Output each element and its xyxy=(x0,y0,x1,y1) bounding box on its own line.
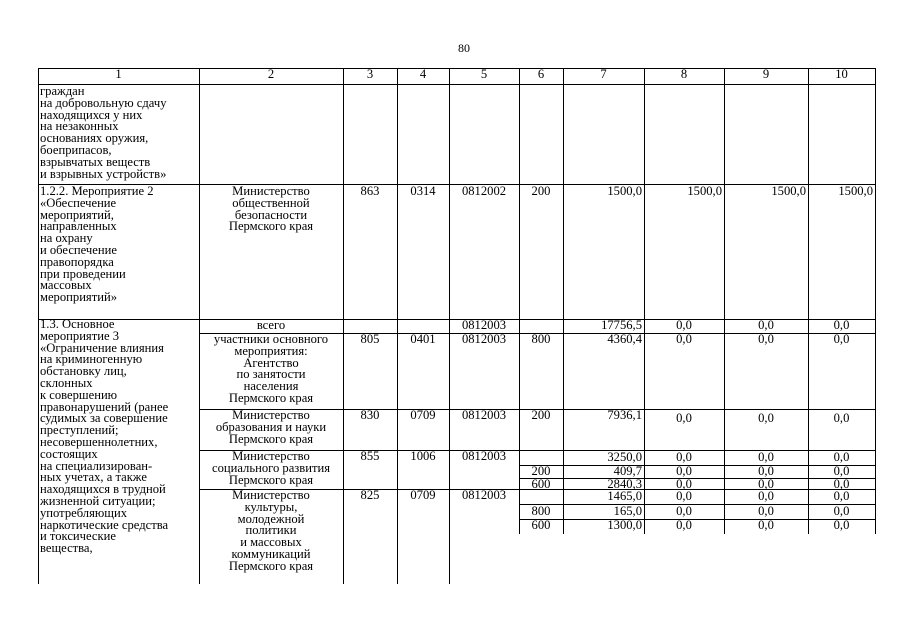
social-line-3-amount-8: 0,0 xyxy=(676,477,692,491)
participants-executor: участники основного мероприятия: Агентство по занятости населения Пермского края xyxy=(213,332,329,405)
column-header-2: 2 xyxy=(267,67,275,81)
social-line-2-amount-7: 409,7 xyxy=(613,464,642,478)
row-rule xyxy=(38,184,875,185)
education-amount-7: 7936,1 xyxy=(607,408,642,422)
row2-amount-7: 1500,0 xyxy=(607,184,642,198)
column-rule xyxy=(519,68,520,534)
column-rule xyxy=(449,68,450,584)
education-target-item: 0812003 xyxy=(461,408,507,422)
participants-amount-7: 4360,4 xyxy=(607,332,642,346)
social-line-1-amount-8: 0,0 xyxy=(676,450,692,464)
column-rule xyxy=(563,68,564,534)
row3-description: 1.3. Основное мероприятие 3 «Ограничение влияния на криминогенную обстановку лиц, склонных к совершению правонарушений (ранее судимых за совершение преступлений; несовершеннолетних, состоящих на специализирован- ных учетах, а также находящихся в трудной жизненной ситуации; употребляющих наркотические средства и токсические вещества, xyxy=(40,317,169,556)
education-section: 0709 xyxy=(410,408,436,422)
row-rule xyxy=(519,504,875,505)
social-line-2-amount-10: 0,0 xyxy=(833,464,850,478)
education-amount-9: 0,0 xyxy=(758,411,774,425)
row2-amount-10: 1500,0 xyxy=(838,184,873,198)
social-line-1-amount-10: 0,0 xyxy=(833,450,850,464)
culture-line-1-amount-7: 1465,0 xyxy=(607,489,642,503)
culture-line-2-expense-type: 800 xyxy=(531,504,551,518)
column-header-3: 3 xyxy=(366,67,374,81)
culture-line-2-amount-7: 165,0 xyxy=(613,504,642,518)
culture-line-3-amount-9: 0,0 xyxy=(758,518,774,532)
culture-line-2-amount-10: 0,0 xyxy=(833,504,850,518)
total-target-item: 0812003 xyxy=(461,318,507,332)
social-target-item: 0812003 xyxy=(461,449,507,463)
row2-executor: Министерство общественной безопасности Пермского края xyxy=(228,184,314,234)
social-line-3-amount-10: 0,0 xyxy=(833,477,850,491)
total-amount-9: 0,0 xyxy=(758,318,774,332)
education-amount-10: 0,0 xyxy=(833,411,850,425)
column-rule xyxy=(875,68,876,534)
social-section: 1006 xyxy=(410,449,436,463)
column-header-7: 7 xyxy=(600,67,607,81)
column-rule xyxy=(724,68,725,534)
row2-amount-8: 1500,0 xyxy=(687,184,722,198)
row2-target-item: 0812002 xyxy=(461,184,507,198)
social-line-2-expense-type: 200 xyxy=(531,464,551,478)
column-header-4: 4 xyxy=(419,67,427,81)
page-number: 80 xyxy=(458,41,470,55)
participants-expense-type: 800 xyxy=(531,332,551,346)
participants-amount-8: 0,0 xyxy=(676,332,692,346)
row-rule xyxy=(38,84,875,85)
participants-amount-10: 0,0 xyxy=(833,332,850,346)
row2-grbs: 863 xyxy=(360,184,380,198)
row2-amount-9: 1500,0 xyxy=(771,184,806,198)
culture-line-1-amount-9: 0,0 xyxy=(758,489,774,503)
column-rule xyxy=(644,68,645,534)
social-line-3-amount-9: 0,0 xyxy=(758,477,774,491)
column-rule xyxy=(808,68,809,534)
culture-line-1-amount-10: 0,0 xyxy=(833,489,850,503)
row2-section: 0314 xyxy=(410,184,436,198)
row1-description: граждан на добровольную сдачу находящихся у них на незаконных основаниях оружия, боеприпасов, взрывчатых веществ и взрывных устройств» xyxy=(40,84,167,181)
culture-target-item: 0812003 xyxy=(461,488,507,502)
column-rule xyxy=(343,68,344,584)
column-header-8: 8 xyxy=(680,67,688,81)
culture-section: 0709 xyxy=(410,488,436,502)
social-line-3-amount-7: 2840,3 xyxy=(607,477,642,491)
culture-executor: Министерство культуры, молодежной политики и массовых коммуникаций Пермского края xyxy=(228,488,314,573)
row2-expense-type: 200 xyxy=(531,184,551,198)
social-line-2-amount-8: 0,0 xyxy=(676,464,692,478)
culture-line-1-amount-8: 0,0 xyxy=(676,489,692,503)
culture-line-3-amount-8: 0,0 xyxy=(676,518,692,532)
culture-line-2-amount-9: 0,0 xyxy=(758,504,774,518)
column-header-10: 10 xyxy=(835,67,848,81)
education-expense-type: 200 xyxy=(531,408,551,422)
participants-grbs: 805 xyxy=(360,332,380,346)
education-amount-8: 0,0 xyxy=(676,411,692,425)
social-grbs: 855 xyxy=(360,449,380,463)
culture-line-2-amount-8: 0,0 xyxy=(676,504,692,518)
total-label: всего xyxy=(256,318,286,332)
social-line-1-amount-7: 3250,0 xyxy=(607,450,642,464)
education-executor: Министерство образования и науки Пермского края xyxy=(215,408,327,446)
total-amount-8: 0,0 xyxy=(676,318,692,332)
column-rule xyxy=(38,68,39,584)
social-executor: Министерство социального развития Пермского края xyxy=(211,449,330,487)
participants-target-item: 0812003 xyxy=(461,332,507,346)
participants-amount-9: 0,0 xyxy=(758,332,774,346)
total-amount-7: 17756,5 xyxy=(601,318,642,332)
total-amount-10: 0,0 xyxy=(833,318,850,332)
column-header-1: 1 xyxy=(115,67,122,81)
column-header-5: 5 xyxy=(480,67,488,81)
column-header-6: 6 xyxy=(537,67,545,81)
social-line-3-expense-type: 600 xyxy=(531,477,551,491)
culture-line-3-amount-7: 1300,0 xyxy=(607,518,642,532)
participants-section: 0401 xyxy=(410,332,436,346)
culture-line-3-amount-10: 0,0 xyxy=(833,518,850,532)
column-header-9: 9 xyxy=(762,67,770,81)
social-line-2-amount-9: 0,0 xyxy=(758,464,774,478)
social-line-1-amount-9: 0,0 xyxy=(758,450,774,464)
culture-line-3-expense-type: 600 xyxy=(531,518,551,532)
education-grbs: 830 xyxy=(360,408,380,422)
column-rule xyxy=(397,68,398,584)
culture-grbs: 825 xyxy=(360,488,380,502)
row2-description: 1.2.2. Мероприятие 2 «Обеспечение мероприятий, направленных на охрану и обеспечение правопорядка при проведении массовых мероприятий» xyxy=(40,184,154,305)
